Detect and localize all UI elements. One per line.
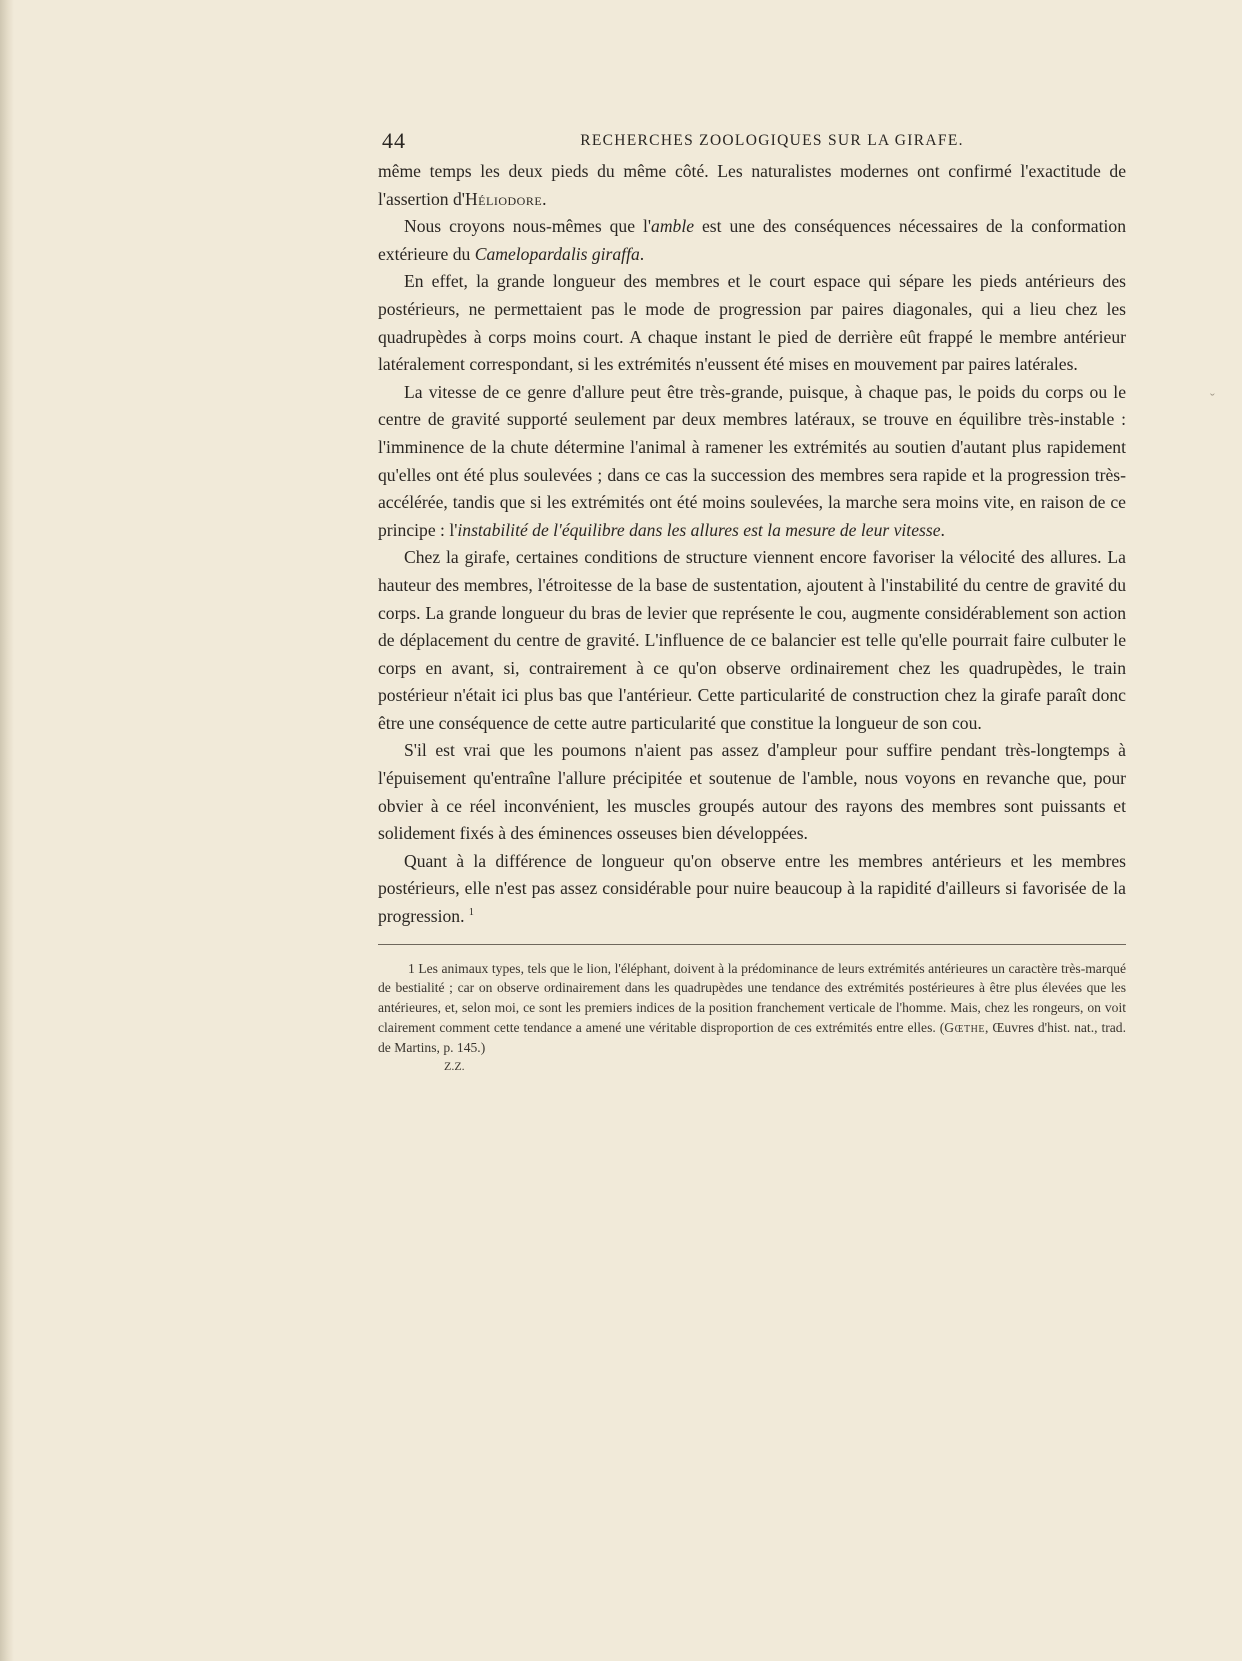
running-title: RECHERCHES ZOOLOGIQUES SUR LA GIRAFE.: [580, 132, 964, 149]
body-text: [378, 158, 1126, 931]
footnote-divider: [378, 944, 1126, 945]
page-binding-edge: [0, 0, 14, 1661]
margin-mark: ˇ: [1210, 392, 1215, 407]
paragraph-5: Chez la girafe, certaines conditions de structure viennent encore favoriser la vélocité des allures. La hauteur des membres, l'étroitesse de la base de sustentation, ajoutent à l'instabilité du centre de gravité du corps. La grande longueur du bras de levier que représente le cou, augmente considérablement son action de déplacement du centre de gravité. L'influence de ce balancier est telle qu'elle pourrait faire culbuter le corps en avant, si, contrairement à ce qu'on observe ordinairement chez les quadrupèdes, le train postérieur n'était ici plus bas que l'antérieur. Cette particularité de construction chez la girafe paraît donc être une conséquence de cette autre particularité que constitue la longueur de son cou.: [378, 547, 1126, 733]
footnote: [378, 959, 1126, 1074]
paragraph-6: S'il est vrai que les poumons n'aient pas assez d'ampleur pour suffire pendant très-longtemps à l'épuisement qu'entraîne l'allure précipitée et soutenue de l'amble, nous voyons en revanche que, pour obvier à ce réel inconvénient, les muscles groupés autour des rayons des membres sont puissants et solidement fixés à des éminences osseuses bien développées.: [378, 740, 1126, 844]
paragraph-3: En effet, la grande longueur des membres et le court espace qui sépare les pieds antérieurs des postérieurs, ne permettaient pas le mode de progression par paires diagonales, qui a lieu chez les quadrupèdes à corps moins court. A chaque instant le pied de derrière eût frappé le membre antérieur latéralement correspondant, si les extrémités n'eussent été mises en mouvement par paires latérales.: [378, 271, 1126, 375]
footnote-signature: Z.Z.: [444, 1058, 465, 1073]
footnote-text: 1 Les animaux types, tels que le lion, l'éléphant, doivent à la prédominance de leurs extrémités antérieures un caractère très-marqué de bestialité ; car on observe ordinairement dans les quadrupèdes une tendance des extrémités postérieures à être plus élevées que les antérieures, et, selon moi, ce sont les premiers indices de la position franchement verticale de l'homme. Mais, chez les rongeurs, on voit clairement comment cette tendance a amené une véritable disproportion de ces extrémités entre elles. (Gœthe, Œuvres d'hist. nat., trad. de Martins, p. 145.): [378, 960, 1127, 1055]
paragraph-1: même temps les deux pieds du même côté. Les naturalistes modernes ont confirmé l'exactitude de l'assertion d'Héliodore.: [378, 161, 1126, 209]
page-number: 44: [382, 128, 406, 153]
page-header: [378, 128, 1126, 158]
paragraph-2: Nous croyons nous-mêmes que l'amble est une des conséquences nécessaires de la conformation extérieure du Camelopardalis giraffa.: [378, 216, 1126, 264]
paragraph-7: Quant à la différence de longueur qu'on observe entre les membres antérieurs et les membres postérieurs, elle n'est pas assez considérable pour nuire beaucoup à la rapidité d'ailleurs si favorisée de la progression. $^1$: [378, 850, 1126, 927]
footnote-reference[interactable]: 1: [468, 907, 474, 919]
paragraph-4: La vitesse de ce genre d'allure peut être très-grande, puisque, à chaque pas, le poids du corps ou le centre de gravité supporté seulement par deux membres latéraux, se trouve en équilibre très-instable : l'imminence de la chute détermine l'animal à ramener les extrémités au soutien d'autant plus rapidement qu'elles ont été plus soulevées ; dans ce cas la succession des membres sera rapide et la progression très-accélérée, tandis que si les extrémités ont été moins soulevées, la marche sera moins vite, en raison de ce principe : l'instabilité de l'équilibre dans les allures est la mesure de leur vitesse.: [378, 381, 1126, 540]
book-page: [378, 128, 1126, 1074]
